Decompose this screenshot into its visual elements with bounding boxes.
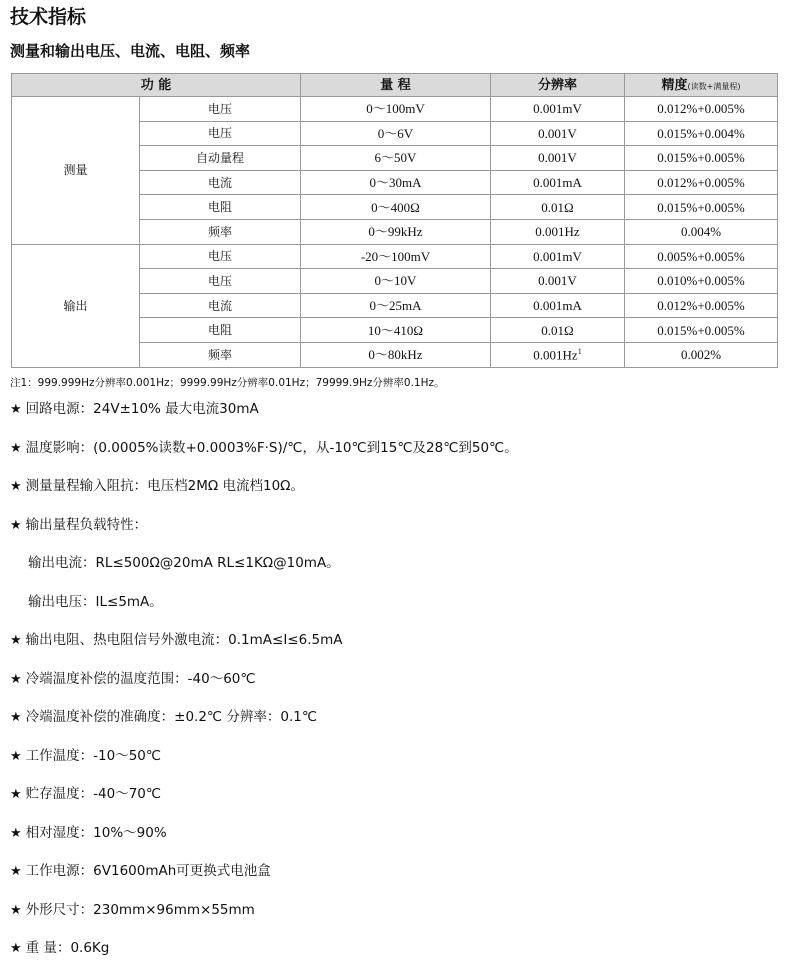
accuracy-cell-text: 0.012%+0.005%	[657, 101, 745, 117]
range-cell-text: 0～25mA	[369, 298, 422, 314]
spec-item	[10, 552, 518, 591]
header-function: 功 能	[12, 74, 301, 97]
accuracy-cell-text: 0.015%+0.004%	[657, 125, 745, 141]
spec-item	[10, 783, 518, 822]
star-icon: ★	[10, 787, 22, 802]
resolution-cell	[491, 121, 625, 146]
range-cell-text: 10～410Ω	[367, 322, 424, 338]
resolution-cell-text: 0.001V	[538, 150, 577, 166]
accuracy-cell	[625, 195, 778, 220]
range-cell-text: 0～100mV	[366, 101, 425, 117]
range-cell-text: 6～50V	[374, 150, 417, 166]
resolution-cell	[491, 293, 625, 318]
function-cell-text: 频率	[207, 224, 232, 239]
range-cell-text: 0～400Ω	[371, 199, 420, 215]
accuracy-cell	[625, 244, 778, 269]
range-cell	[301, 244, 491, 269]
function-cell	[140, 170, 301, 195]
function-cell	[140, 146, 301, 171]
accuracy-cell-text: 0.015%+0.005%	[657, 199, 745, 215]
range-cell	[301, 293, 491, 318]
resolution-cell-text: 0.001mA	[533, 175, 582, 191]
spec-item	[10, 937, 518, 976]
header-accuracy	[625, 74, 778, 97]
spec-text: 回路电源：24V±10% 最大电流30mA	[25, 401, 259, 417]
function-cell-text: 电流	[207, 175, 232, 190]
function-cell-text: 电压	[207, 101, 232, 116]
function-cell	[140, 269, 301, 294]
accuracy-cell-text: 0.004%	[680, 224, 722, 240]
table-row	[12, 97, 778, 122]
resolution-cell	[491, 195, 625, 220]
resolution-cell	[491, 170, 625, 195]
function-cell	[140, 342, 301, 367]
footnote-marker: 1	[577, 347, 582, 357]
function-cell	[140, 219, 301, 244]
resolution-cell	[491, 342, 625, 367]
range-cell	[301, 195, 491, 220]
spec-item	[10, 860, 518, 899]
range-cell	[301, 121, 491, 146]
spec-text: 温度影响：(0.0005%读数+0.0003%F·S)/℃，从-10℃到15℃及28℃到50℃。	[25, 439, 518, 456]
resolution-cell-text: 0.001Hz	[533, 347, 578, 363]
spec-item	[10, 822, 518, 861]
star-icon: ★	[10, 633, 22, 648]
accuracy-cell-text: 0.002%	[680, 347, 722, 363]
function-cell	[140, 97, 301, 122]
accuracy-cell	[625, 170, 778, 195]
section-subtitle: 测量和输出电压、电流、电阻、频率	[10, 42, 251, 60]
table-row	[12, 244, 778, 269]
accuracy-cell-text: 0.012%+0.005%	[657, 298, 745, 314]
accuracy-cell	[625, 121, 778, 146]
resolution-cell	[491, 318, 625, 343]
function-cell-text: 电压	[207, 126, 232, 141]
spec-text: 工作电源：6V1600mAh可更换式电池盒	[25, 863, 271, 879]
range-cell	[301, 170, 491, 195]
star-icon: ★	[10, 402, 22, 417]
group-label: 输出	[12, 244, 140, 367]
resolution-cell-text: 0.001V	[538, 125, 577, 141]
spec-text: 外形尺寸：230mm×96mm×55mm	[25, 901, 255, 918]
star-icon: ★	[10, 479, 22, 494]
spec-text: 输出电阻、热电阻信号外激电流：0.1mA≤I≤6.5mA	[25, 632, 343, 648]
accuracy-cell	[625, 318, 778, 343]
resolution-cell	[491, 269, 625, 294]
function-cell-text: 电流	[207, 298, 232, 313]
spec-item	[10, 514, 518, 553]
table-header-row	[12, 74, 778, 97]
function-cell	[140, 318, 301, 343]
accuracy-cell-text: 0.015%+0.005%	[657, 150, 745, 166]
header-accuracy-label: 精度	[661, 77, 688, 93]
spec-item	[10, 398, 518, 437]
resolution-cell-text: 0.001mA	[533, 298, 582, 314]
range-cell-text: 0～80kHz	[368, 347, 423, 363]
range-cell	[301, 269, 491, 294]
accuracy-cell	[625, 97, 778, 122]
spec-item	[10, 475, 518, 514]
page-title: 技术指标	[10, 6, 87, 28]
function-cell-text: 电压	[207, 249, 232, 264]
header-resolution: 分辨率	[491, 74, 625, 97]
spec-text: 输出电压：IL≤5mA。	[28, 593, 163, 610]
table-body	[12, 97, 778, 368]
star-icon: ★	[10, 825, 22, 841]
spec-text: 测量量程输入阻抗：电压档2MΩ 电流档10Ω。	[25, 478, 304, 494]
star-icon: ★	[10, 440, 22, 456]
spec-text: 贮存温度：-40～70℃	[25, 786, 162, 802]
star-icon: ★	[10, 941, 22, 956]
spec-text: 相对湿度：10%～90%	[25, 824, 167, 841]
function-cell-text: 电阻	[207, 323, 232, 338]
resolution-cell	[491, 97, 625, 122]
accuracy-cell	[625, 269, 778, 294]
range-cell	[301, 146, 491, 171]
spec-text: 工作温度：-10～50℃	[25, 747, 162, 764]
accuracy-cell-text: 0.015%+0.005%	[657, 322, 745, 338]
range-cell	[301, 318, 491, 343]
spec-text: 冷端温度补偿的温度范围：-40～60℃	[25, 670, 256, 687]
accuracy-cell-text: 0.005%+0.005%	[657, 248, 745, 264]
star-icon: ★	[10, 671, 22, 687]
range-cell-text: 0～99kHz	[368, 224, 423, 240]
accuracy-cell	[625, 293, 778, 318]
resolution-cell	[491, 219, 625, 244]
function-cell	[140, 244, 301, 269]
header-range: 量 程	[301, 74, 491, 97]
spec-item	[10, 668, 518, 707]
accuracy-cell	[625, 146, 778, 171]
spec-item	[10, 745, 518, 784]
star-icon: ★	[10, 517, 22, 533]
spec-list	[10, 398, 518, 976]
spec-text: 输出电流：RL≤500Ω@20mA RL≤1KΩ@10mA。	[28, 555, 340, 571]
group-label: 测量	[12, 97, 140, 245]
resolution-cell-text: 0.01Ω	[541, 322, 574, 338]
resolution-cell	[491, 244, 625, 269]
accuracy-cell-text: 0.012%+0.005%	[657, 175, 745, 191]
function-cell-text: 电阻	[207, 200, 232, 215]
function-cell-text: 频率	[207, 347, 232, 362]
star-icon: ★	[10, 748, 22, 764]
resolution-cell-text: 0.001V	[538, 273, 577, 289]
spec-text: 输出量程负载特性：	[25, 516, 148, 533]
spec-item	[10, 706, 518, 745]
range-cell	[301, 97, 491, 122]
accuracy-cell	[625, 342, 778, 367]
header-accuracy-note: (读数+满量程)	[687, 81, 741, 91]
resolution-cell-text: 0.001Hz	[535, 224, 580, 240]
spec-item	[10, 629, 518, 668]
star-icon: ★	[10, 902, 22, 918]
resolution-cell-text: 0.001mV	[533, 248, 582, 264]
range-cell-text: -20～100mV	[360, 248, 431, 264]
accuracy-cell-text: 0.010%+0.005%	[657, 273, 745, 289]
function-cell-text: 自动量程	[195, 150, 244, 165]
range-cell-text: 0～10V	[374, 273, 417, 289]
spec-text: 重 量：0.6Kg	[25, 940, 110, 956]
footnote: 注1：999.999Hz分辨率0.001Hz；9999.99Hz分辨率0.01Hz；79999.9Hz分辨率0.1Hz。	[10, 377, 445, 389]
accuracy-cell	[625, 219, 778, 244]
range-cell-text: 0～30mA	[369, 175, 422, 191]
spec-item	[10, 899, 518, 938]
resolution-cell-text: 0.01Ω	[541, 199, 574, 215]
range-cell	[301, 342, 491, 367]
spec-table	[11, 73, 778, 368]
spec-text: 冷端温度补偿的准确度：±0.2℃ 分辨率：0.1℃	[25, 709, 318, 725]
spec-item	[10, 591, 518, 630]
function-cell-text: 电压	[207, 273, 232, 288]
range-cell	[301, 219, 491, 244]
function-cell	[140, 121, 301, 146]
function-cell	[140, 195, 301, 220]
star-icon: ★	[10, 864, 22, 879]
resolution-cell	[491, 146, 625, 171]
range-cell-text: 0～6V	[377, 125, 414, 141]
resolution-cell-text: 0.001mV	[533, 101, 582, 117]
function-cell	[140, 293, 301, 318]
star-icon: ★	[10, 710, 22, 725]
spec-item	[10, 437, 518, 476]
